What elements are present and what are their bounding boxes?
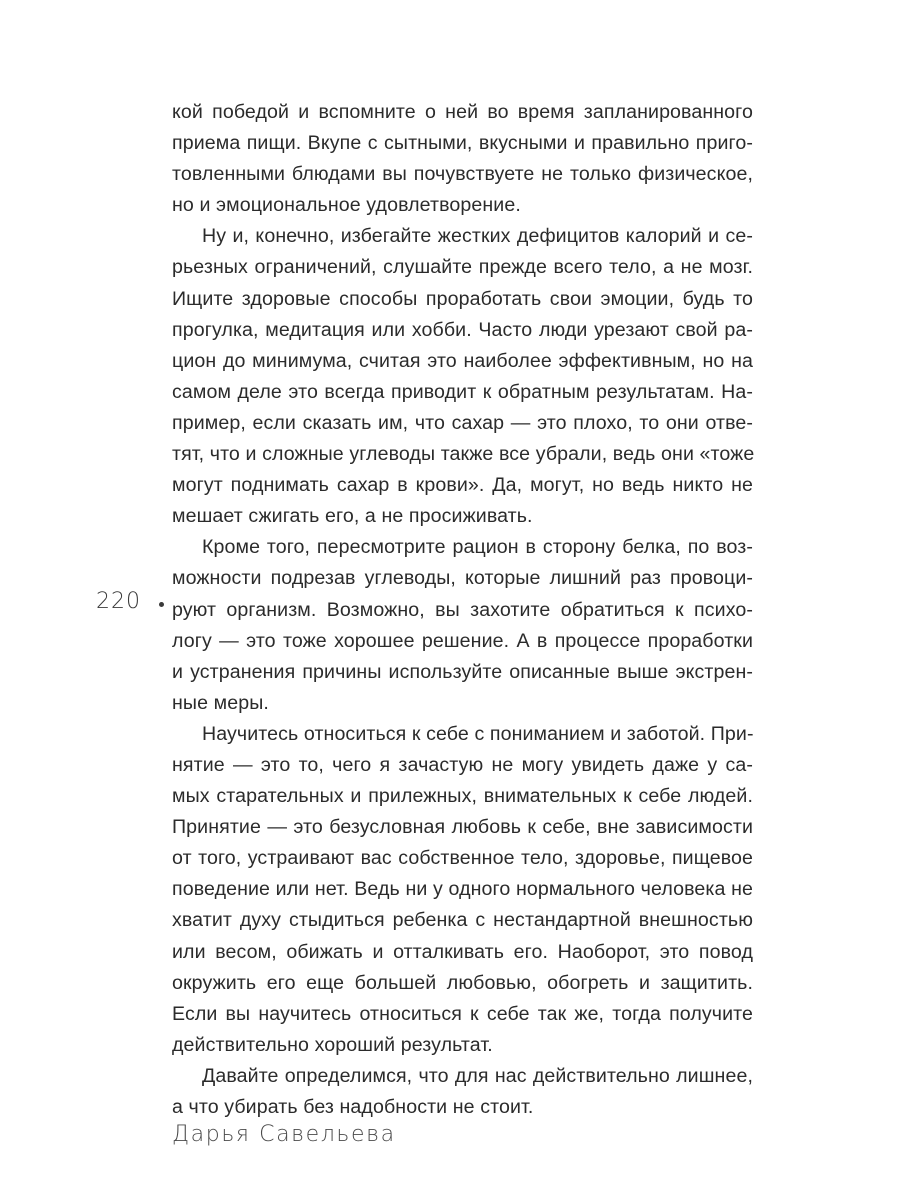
text-line: рьезных ограничений, слушайте прежде всего тело, а не мозг. <box>172 256 753 279</box>
text-line: ные меры. <box>172 691 269 714</box>
text-line: Ну и, конечно, избегайте жестких дефицитов калорий и се- <box>202 225 753 248</box>
text-line: от того, устраивают вас собственное тело, здоровье, пищевое <box>172 847 753 870</box>
text-line: Ищите здоровые способы проработать свои эмоции, будь то <box>172 287 753 310</box>
text-line: тят, что и сложные углеводы также все убрали, ведь они «тоже <box>172 443 755 466</box>
text-line: логу — это тоже хорошее решение. А в процессе проработки <box>172 629 753 652</box>
text-line: мешает сжигать его, а не просиживать. <box>172 505 533 528</box>
text-line: самом деле это всегда приводит к обратным результатам. На- <box>172 380 753 403</box>
text-line: Если вы научитесь относиться к себе так же, тогда получите <box>172 1002 753 1025</box>
text-line: товленными блюдами вы почувствуете не только физическое, <box>172 163 753 186</box>
page-number: 220 <box>96 589 141 614</box>
text-line: а что убирать без надобности не стоит. <box>172 1096 534 1118</box>
text-line: Принятие — это безусловная любовь к себе, вне зависимости <box>172 816 753 839</box>
text-line: руют организм. Возможно, вы захотите обратиться к психо- <box>172 598 753 621</box>
text-line: хватит духу стыдиться ребенка с нестандартной внешностью <box>172 909 753 932</box>
text-line: окружить его еще большей любовью, обогреть и защитить. <box>172 971 753 994</box>
text-line: но и эмоциональное удовлетворение. <box>172 194 521 217</box>
text-line: Научитесь относиться к себе с пониманием и заботой. При- <box>202 722 754 745</box>
running-footer-author: Дарья Савельева <box>172 1122 396 1147</box>
text-line: можности подрезав углеводы, которые лишний раз провоци- <box>172 567 753 590</box>
text-line: поведение или нет. Ведь ни у одного нормального человека не <box>172 878 753 901</box>
page-number-dot <box>159 602 164 607</box>
text-line: кой победой и вспомните о ней во время запланированного <box>172 101 753 123</box>
text-line: прогулка, медитация или хобби. Часто люди урезают свой ра- <box>172 318 753 341</box>
text-line: мых старательных и прилежных, внимательных к себе людей. <box>172 785 753 808</box>
text-line: приема пищи. Вкупе с сытными, вкусными и правильно приго- <box>172 132 753 155</box>
body-text <box>172 97 753 1123</box>
text-line: действительно хороший результат. <box>172 1033 493 1056</box>
text-line: нятие — это то, чего я зачастую не могу увидеть даже у са- <box>172 753 753 776</box>
text-line: Давайте определимся, что для нас действительно лишнее, <box>202 1064 753 1087</box>
text-line: и устранения причины используйте описанные выше экстрен- <box>172 660 753 683</box>
text-line: могут поднимать сахар в крови». Да, могут, но ведь никто не <box>172 474 753 497</box>
text-line: пример, если сказать им, что сахар — это плохо, то они отве- <box>172 411 753 434</box>
text-line: Кроме того, пересмотрите рацион в сторону белка, по воз- <box>202 536 753 559</box>
text-line: или весом, обижать и отталкивать его. Наоборот, это повод <box>172 940 753 963</box>
text-line: цион до минимума, считая это наиболее эффективным, но на <box>172 349 753 372</box>
page-number-area <box>96 586 164 617</box>
